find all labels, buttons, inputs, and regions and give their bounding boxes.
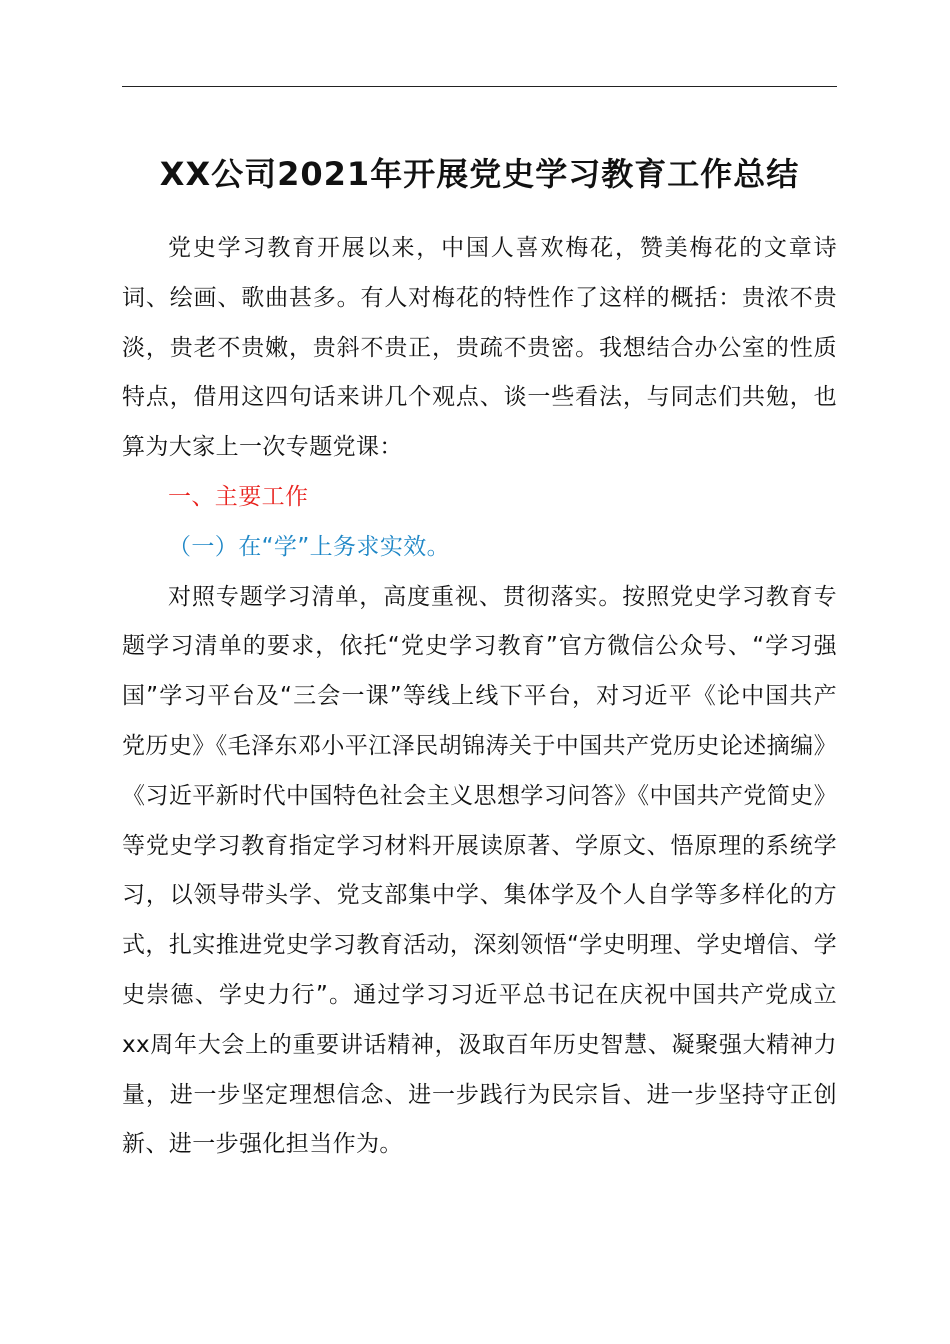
- document-body: [122, 224, 837, 1170]
- study-paragraph: 对照专题学习清单，高度重视、贯彻落实。按照党史学习教育专题学习清单的要求，依托“党史学习教育”官方微信公众号、“学习强国”学习平台及“三会一课”等线上线下平台，对习近平《论中国共产党历史》《毛泽东邓小平江泽民胡锦涛关于中国共产党历史论述摘编》《习近平新时代中国特色社会主义思想学习问答》《中国共产党简史》等党史学习教育指定学习材料开展读原著、学原文、悟原理的系统学习，以领导带头学、党支部集中学、集体学及个人自学等多样化的方式，扎实推进党史学习教育活动，深刻领悟“学史明理、学史增信、学史崇德、学史力行”。通过学习习近平总书记在庆祝中国共产党成立xx周年大会上的重要讲话精神，汲取百年历史智慧、凝聚强大精神力量，进一步坚定理想信念、进一步践行为民宗旨、进一步坚持守正创新、进一步强化担当作为。: [122, 583, 837, 1158]
- section-heading-main-work: 一、主要工作: [168, 483, 309, 510]
- intro-paragraph: 党史学习教育开展以来，中国人喜欢梅花，赞美梅花的文章诗词、绘画、歌曲甚多。有人对梅花的特性作了这样的概括：贵浓不贵淡，贵老不贵嫩，贵斜不贵正，贵疏不贵密。我想结合办公室的性质特点，借用这四句话来讲几个观点、谈一些看法，与同志们共勉，也算为大家上一次专题党课：: [122, 235, 837, 461]
- top-divider: [122, 86, 837, 87]
- subsection-heading-study: （一）在“学”上务求实效。: [168, 533, 451, 560]
- document-title: XX公司2021年开展党史学习教育工作总结: [159, 155, 800, 193]
